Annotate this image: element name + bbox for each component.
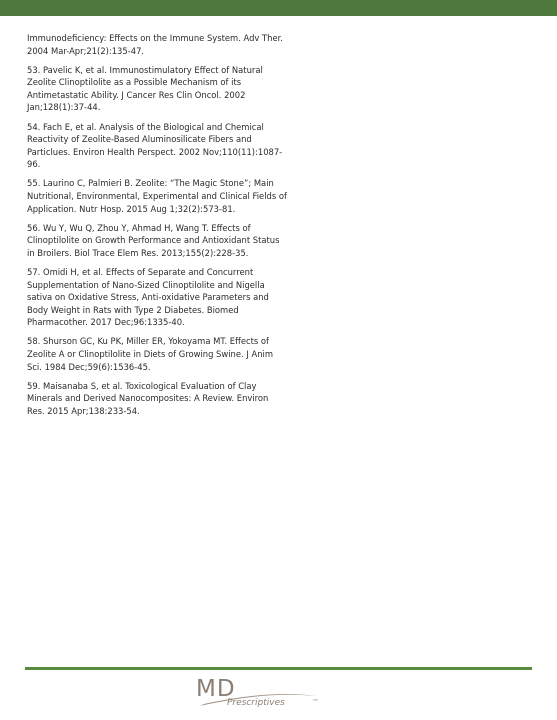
header-accent-bar <box>0 0 557 16</box>
reference-item: 58. Shurson GC, Ku PK, Miller ER, Yokoyama MT. Effects of Zeolite A or Clinoptilolite in Diets of Growing Swine. J Anim Sci. 1984 Dec;59(6):1536-45. <box>27 336 273 372</box>
logo-swoosh-icon <box>196 676 326 714</box>
logo-trademark: TM <box>313 698 318 702</box>
md-prescriptives-logo <box>196 676 326 714</box>
reference-list <box>27 32 287 424</box>
reference-item: 54. Fach E, et al. Analysis of the Biological and Chemical Reactivity of Zeolite-Based Aluminosilicate Fibers and Particlues. Environ Health Perspect. 2002 Nov;110(11):1087-96. <box>27 121 283 170</box>
reference-item: 55. Laurino C, Palmieri B. Zeolite: “The Magic Stone”; Main Nutritional, Environmental, Experimental and Clinical Fields of Application. Nutr Hosp. 2015 Aug 1;32(2):573-81. <box>27 178 287 214</box>
reference-item: 56. Wu Y, Wu Q, Zhou Y, Ahmad H, Wang T. Effects of Clinoptilolite on Growth Performance and Antioxidant Status in Broilers. Biol Trace Elem Res. 2013;155(2):228-35. <box>27 222 280 258</box>
reference-item: 53. Pavelic K, et al. Immunostimulatory Effect of Natural Zeolite Clinoptilolite as a Possible Mechanism of its Antimetastatic Ability. J Cancer Res Clin Oncol. 2002 Jan;128(1):37-44. <box>27 64 263 113</box>
reference-item: 57. Omidi H, et al. Effects of Separate and Concurrent Supplementation of Nano-Sized Clinoptilolite and Nigella sativa on Oxidative Stress, Anti-oxidative Parameters and Body Weight in Rats with Type 2 Diabetes. Biomed Pharmacother. 2017 Dec;96:1335-40. <box>27 267 269 328</box>
reference-item: Immunodeficiency: Effects on the Immune System. Adv Ther. 2004 Mar-Apr;21(2):135-47. <box>27 33 283 56</box>
logo-subtitle: Prescriptives <box>227 698 285 708</box>
reference-item: 59. Maisanaba S, et al. Toxicological Evaluation of Clay Minerals and Derived Nanocomposites: A Review. Environ Res. 2015 Apr;138:233-54. <box>27 380 269 416</box>
footer-divider <box>25 667 532 670</box>
logo-md-text: MD <box>196 676 236 702</box>
